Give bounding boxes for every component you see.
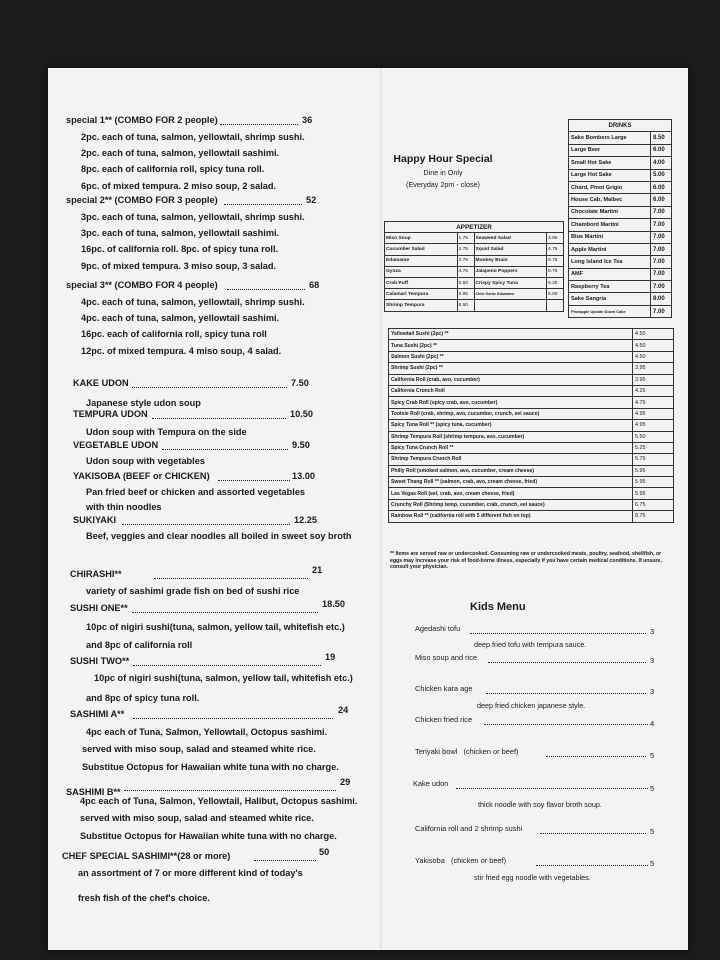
appetizer-name: Edamame	[385, 255, 458, 266]
roll-name: Tootsie Roll (crab, shrimp, avo, cucumber, crunch, eel sauce)	[389, 408, 633, 419]
sushi-title: CHIRASHI**	[70, 569, 122, 579]
kids-item-name: California roll and 2 shrimp sushi	[415, 824, 523, 833]
special-line: 4pc. each of tuna, salmon, yellowtail, shrimp sushi.	[81, 297, 305, 307]
noodle-title: SUKIYAKI	[73, 515, 117, 525]
price-leader	[220, 124, 298, 125]
roll-row	[389, 385, 674, 396]
drink-price: 5.00	[651, 169, 672, 181]
kids-item-price: 4	[650, 719, 655, 728]
roll-row	[389, 374, 674, 385]
roll-price: 5.95	[633, 488, 674, 499]
drink-name: Apple Martini	[569, 243, 651, 255]
drink-row	[569, 243, 672, 255]
noodle-price: 12.25	[294, 515, 317, 525]
appetizer-name	[474, 300, 547, 311]
noodle-desc: Beef, veggies and clear noodles all boiled in sweet soy broth	[86, 531, 352, 541]
roll-price: 5.50	[633, 431, 674, 442]
appetizer-name: Seaweed Salad	[474, 233, 547, 244]
sushi-price: 19	[325, 652, 336, 662]
appetizer-price: 2.75	[457, 244, 474, 255]
appetizer-name: Monkey Brain	[474, 255, 547, 266]
sushi-title: SUSHI TWO**	[70, 656, 130, 666]
appetizer-row	[385, 300, 564, 311]
price-leader	[254, 860, 316, 861]
roll-row	[389, 351, 674, 362]
drink-row	[569, 169, 672, 181]
roll-row	[389, 408, 674, 419]
drink-price: 6.00	[651, 194, 672, 206]
noodle-desc: Pan fried beef or chicken and assorted vegetables	[86, 487, 306, 497]
kids-item-name: Chicken fried rice	[415, 715, 473, 724]
price-leader	[546, 756, 646, 757]
drink-name: Large Hot Sake	[569, 169, 651, 181]
sushi-price: 29	[340, 777, 351, 787]
roll-row	[389, 329, 674, 340]
noodle-title: VEGETABLE UDON	[73, 440, 159, 450]
roll-name: Spicy Tuna Roll ** (spicy tuna, cucumber)	[389, 420, 633, 431]
drink-price: 7.00	[651, 305, 672, 317]
happy-hour-block	[368, 153, 518, 189]
price-leader	[154, 578, 308, 579]
special-line: 2pc. each of tuna, salmon, yellowtail, shrimp sushi.	[81, 132, 305, 142]
appetizer-name: Gyoza	[385, 266, 458, 277]
drinks-table	[568, 119, 672, 318]
special-line: 8pc. each of california roll, spicy tuna roll.	[81, 164, 265, 175]
noodle-desc: Udon soup with vegetables	[86, 456, 205, 466]
special-title: special 1** (COMBO FOR 2 people)	[66, 115, 218, 125]
price-leader	[536, 865, 648, 866]
kids-item-desc: thick noodle with soy flavor broth soup.	[478, 800, 602, 809]
noodle-desc: with thin noodles	[86, 502, 162, 512]
appetizer-price: 6.50	[457, 300, 474, 311]
kids-item-desc: deep fried chicken japanese style.	[477, 701, 586, 710]
appetizer-name: Squid Salad	[474, 244, 547, 255]
roll-price: 4.50	[633, 351, 674, 362]
kids-item-name: Chicken kara age	[415, 684, 473, 693]
appetizer-row	[385, 266, 564, 277]
drink-row	[569, 305, 672, 317]
drink-name: Chard, Pinot Grigio	[569, 181, 651, 193]
roll-row	[389, 499, 674, 510]
special-price: 36	[302, 115, 313, 125]
roll-row	[389, 431, 674, 442]
roll-name: Philly Roll (smoked salmon, avo, cucumber, cream cheese)	[389, 465, 633, 476]
drink-name: Blue Martini	[569, 231, 651, 243]
drinks-header: DRINKS	[569, 120, 672, 132]
roll-price: 5.75	[633, 454, 674, 465]
sushi-line: and 8pc of california roll	[86, 640, 193, 650]
kids-item-name: Yakisoba (chicken or beef)	[415, 856, 507, 865]
special-line: 12pc. of mixed tempura. 4 miso soup, 4 salad.	[81, 345, 282, 356]
drink-name: Large Beer	[569, 144, 651, 156]
drink-price: 6.00	[651, 181, 672, 193]
special-line: 2pc. each of tuna, salmon, yellowtail sashimi.	[81, 148, 280, 159]
special-price: 68	[309, 280, 320, 290]
appetizer-price: 4.75	[457, 266, 474, 277]
noodle-price: 10.50	[290, 409, 313, 419]
noodle-price: 7.50	[291, 378, 309, 388]
special-title: special 2** (COMBO FOR 3 people)	[66, 195, 218, 205]
appetizer-name: Crispy Spicy Tuna	[474, 277, 547, 288]
noodle-price: 9.50	[292, 440, 310, 450]
roll-price: 5.95	[633, 477, 674, 488]
kids-item-price: 3	[650, 687, 655, 696]
happy-hour-title: Happy Hour Special	[393, 153, 493, 165]
noodle-title: KAKE UDON	[73, 378, 129, 388]
roll-name: Shrimp Tempura Crunch Roll	[389, 454, 633, 465]
roll-price: 6.75	[633, 499, 674, 510]
kids-item-name: Teriyaki bowl (chicken or beef)	[415, 747, 519, 756]
price-leader	[486, 693, 646, 694]
kids-item-desc: deep fried tofu with tempura sauce.	[474, 640, 587, 649]
price-leader	[227, 289, 305, 290]
noodle-title: YAKISOBA (BEEF or CHICKEN)	[73, 471, 210, 481]
appetizer-price	[547, 300, 564, 311]
sushi-line: variety of sashimi grade fish on bed of sushi rice	[86, 586, 300, 596]
roll-row	[389, 477, 674, 488]
drink-name: Raspberry Tea	[569, 281, 651, 293]
sushi-line: 4pc each of Tuna, Salmon, Yellowtail, Octopus sashimi.	[86, 727, 328, 737]
drink-price: 7.00	[651, 219, 672, 231]
appetizer-price: 5.95	[457, 289, 474, 300]
drink-price: 7.00	[651, 231, 672, 243]
price-leader	[224, 204, 302, 205]
roll-row	[389, 397, 674, 408]
price-leader	[133, 718, 333, 719]
roll-name: Las Vegas Roll (eel, crab, avo, cream cheese, fried)	[389, 488, 633, 499]
drink-row	[569, 293, 672, 305]
sushi-line: served with miso soup, salad and steamed white rice.	[82, 744, 316, 754]
price-leader	[162, 449, 288, 450]
drink-price: 6.00	[651, 144, 672, 156]
drink-row	[569, 144, 672, 156]
drink-name: Pineapple Upside Down Cake	[569, 305, 651, 317]
appetizer-row	[385, 233, 564, 244]
special-price: 52	[306, 195, 317, 205]
sushi-line: Substitue Octopus for Hawaiian white tuna with no charge.	[80, 831, 337, 841]
appetizer-price: 1.75	[457, 233, 474, 244]
price-leader	[470, 633, 646, 634]
sushi-title: SASHIMI B**	[66, 787, 121, 797]
roll-row	[389, 340, 674, 351]
appetizer-price: 3.75	[457, 255, 474, 266]
appetizer-price: 3.95	[547, 233, 564, 244]
appetizer-price: 6.25	[547, 277, 564, 288]
appetizer-name: Shrimp Tempura	[385, 300, 458, 311]
roll-price: 4.95	[633, 420, 674, 431]
special-line: 3pc. each of tuna, salmon, yellowtail, shrimp sushi.	[81, 212, 305, 222]
kids-item-price: 5	[650, 827, 655, 836]
drink-row	[569, 157, 672, 169]
roll-price: 4.50	[633, 329, 674, 340]
roll-price: 8.75	[633, 511, 674, 522]
drink-name: Sake Sangria	[569, 293, 651, 305]
drink-price: 4.00	[651, 157, 672, 169]
price-leader	[122, 524, 290, 525]
appetizer-row	[385, 289, 564, 300]
appetizer-name: Jalapeno Poppers	[474, 266, 547, 277]
roll-name: Shrimp Tempura Roll (shrimp tempura, avo, cucumber)	[389, 431, 633, 442]
roll-name: Crunchy Roll (Shrimp temp, cucumber, crab, crunch, eel sauce)	[389, 499, 633, 510]
drink-name: AMF	[569, 268, 651, 280]
price-leader	[484, 724, 648, 725]
special-line: 16pc. of california roll. 8pc. of spicy tuna roll.	[81, 244, 279, 255]
roll-name: Shrimp Sushi (2pc) **	[389, 363, 633, 374]
appetizer-price: 5.50	[457, 277, 474, 288]
kids-item-price: 5	[650, 784, 655, 793]
drink-name: Chocolate Martini	[569, 206, 651, 218]
sushi-line: 4pc each of Tuna, Salmon, Yellowtail, Halibut, Octopus sashimi.	[80, 796, 358, 806]
roll-row	[389, 442, 674, 453]
drink-row	[569, 132, 672, 144]
noodle-price: 13.00	[292, 471, 315, 481]
appetizer-row	[385, 277, 564, 288]
appetizer-price: 6.00	[547, 289, 564, 300]
drink-row	[569, 256, 672, 268]
sushi-price: 50	[319, 847, 330, 857]
appetizer-price: 4.75	[547, 244, 564, 255]
appetizer-name: Crab Puff	[385, 277, 458, 288]
roll-name: Salmon Sushi (2pc) **	[389, 351, 633, 362]
kids-item-name: Kake udon	[413, 779, 449, 788]
roll-row	[389, 465, 674, 476]
noodle-desc: Udon soup with Tempura on the side	[86, 427, 247, 437]
drink-row	[569, 194, 672, 206]
drink-price: 7.00	[651, 256, 672, 268]
kids-item-price: 3	[650, 627, 655, 636]
drink-price: 8.00	[651, 293, 672, 305]
roll-name: California Roll (crab, avo, cucumber)	[389, 374, 633, 385]
roll-row	[389, 454, 674, 465]
appetizer-header: APPETIZER	[385, 222, 564, 233]
kids-item-name: Agedashi tofu	[415, 624, 461, 633]
appetizer-name: Miso Soup	[385, 233, 458, 244]
roll-price: 4.50	[633, 340, 674, 351]
special-line: 6pc. of mixed tempura. 2 miso soup, 2 salad.	[81, 180, 277, 191]
drink-name: Small Hot Sake	[569, 157, 651, 169]
drink-name: Chambord Martini	[569, 219, 651, 231]
roll-price: 4.75	[633, 397, 674, 408]
sushi-price: 21	[312, 565, 323, 575]
sushi-title: SUSHI ONE**	[70, 603, 128, 613]
price-leader	[152, 418, 286, 419]
sushi-title: CHEF SPECIAL SASHIMI**(28 or more)	[62, 851, 231, 861]
roll-price: 4.95	[633, 408, 674, 419]
happy-hour-dine: Dine in Only	[423, 168, 463, 177]
kids-item-name: Miso soup and rice	[415, 653, 478, 662]
appetizer-row	[385, 244, 564, 255]
roll-price: 4.25	[633, 385, 674, 396]
special-line: 4pc. each of tuna, salmon, yellowtail sashimi.	[81, 313, 280, 324]
roll-row	[389, 511, 674, 522]
special-title: special 3** (COMBO FOR 4 people)	[66, 280, 218, 290]
sushi-line: Substitue Octopus for Hawaiian white tuna with no charge.	[82, 762, 339, 772]
appetizer-name: Cucumber Salad	[385, 244, 458, 255]
raw-food-disclaimer: ** Items are served raw or undercooked. Consuming raw or undercooked meats, poultry, seafood, shellfish, or eggs may increase your risk of food-borne illness, especially if you have certain medical conditions. If unsure, consult your physician.	[390, 551, 662, 571]
noodle-title: TEMPURA UDON	[73, 409, 148, 419]
drink-row	[569, 206, 672, 218]
roll-name: Sweet Thang Roll ** (salmon, crab, avo, cream cheese, fried)	[389, 477, 633, 488]
noodle-desc: Japanese style udon soup	[86, 398, 201, 408]
sushi-title: SASHIMI A**	[70, 709, 125, 719]
sushi-price: 18.50	[322, 599, 345, 609]
roll-name: Spicy Crab Roll (spicy crab, avo, cucumber)	[389, 397, 633, 408]
paper-fold	[380, 68, 382, 950]
kids-item-price: 3	[650, 656, 655, 665]
drink-row	[569, 231, 672, 243]
price-leader	[132, 612, 318, 613]
sushi-line: an assortment of 7 or more different kind of today's	[78, 868, 303, 878]
roll-name: Yellowtail Sushi (2pc) **	[389, 329, 633, 340]
kids-item-price: 5	[650, 751, 655, 760]
drink-price: 7.00	[651, 206, 672, 218]
drink-name: Long Island Ice Tea	[569, 256, 651, 268]
appetizer-name: Calamari Tempura	[385, 289, 458, 300]
sushi-line: 10pc of nigiri sushi(tuna, salmon, yellow tail, whitefish etc.)	[94, 673, 353, 683]
price-leader	[132, 387, 287, 388]
roll-price: 3.95	[633, 374, 674, 385]
drink-row	[569, 219, 672, 231]
price-leader	[456, 788, 648, 789]
rolls-table	[388, 328, 674, 523]
sushi-price: 24	[338, 705, 349, 715]
drink-price: 7.00	[651, 268, 672, 280]
drink-row	[569, 181, 672, 193]
roll-name: Spicy Tuna Crunch Roll **	[389, 442, 633, 453]
happy-hour-time: (Everyday 2pm - close)	[406, 180, 480, 189]
roll-price: 5.25	[633, 442, 674, 453]
drink-name: Sake Bombers Large	[569, 132, 651, 144]
roll-name: California Crunch Roll	[389, 385, 633, 396]
special-line: 9pc. of mixed tempura. 3 miso soup, 3 salad.	[81, 260, 277, 271]
sushi-line: 10pc of nigiri sushi(tuna, salmon, yellow tail, whitefish etc.)	[86, 622, 345, 632]
drink-price: 7.00	[651, 281, 672, 293]
appetizer-price: 5.75	[547, 255, 564, 266]
sushi-line: fresh fish of the chef's choice.	[78, 893, 210, 903]
drink-name: House Cab, Malbec	[569, 194, 651, 206]
price-leader	[488, 662, 646, 663]
roll-name: Tuna Sushi (2pc) **	[389, 340, 633, 351]
roll-name: Rainbow Roll ** (california roll with 5 different fish on top)	[389, 511, 633, 522]
sushi-line: and 8pc of spicy tuna roll.	[86, 693, 200, 703]
drink-row	[569, 268, 672, 280]
roll-price: 5.95	[633, 465, 674, 476]
appetizer-row	[385, 255, 564, 266]
roll-price: 3.95	[633, 363, 674, 374]
sushi-line: served with miso soup, salad and steamed white rice.	[80, 813, 314, 823]
roll-row	[389, 488, 674, 499]
kids-item-desc: stir fried egg noodle with vegetables.	[474, 873, 591, 882]
roll-row	[389, 420, 674, 431]
appetizer-name: Chile Garlic Edamame	[474, 289, 547, 300]
price-leader	[133, 665, 321, 666]
appetizer-price: 5.75	[547, 266, 564, 277]
special-line: 16pc. each of california roll, spicy tuna roll	[81, 329, 267, 340]
drink-price: 7.00	[651, 243, 672, 255]
kids-item-price: 5	[650, 859, 655, 868]
appetizer-table	[384, 221, 564, 312]
drink-price: 8.50	[651, 132, 672, 144]
kids-menu-title: Kids Menu	[470, 601, 526, 613]
roll-row	[389, 363, 674, 374]
price-leader	[124, 790, 336, 791]
price-leader	[540, 833, 646, 834]
drink-row	[569, 281, 672, 293]
price-leader	[218, 480, 290, 481]
special-line: 3pc. each of tuna, salmon, yellowtail sashimi.	[81, 228, 280, 239]
